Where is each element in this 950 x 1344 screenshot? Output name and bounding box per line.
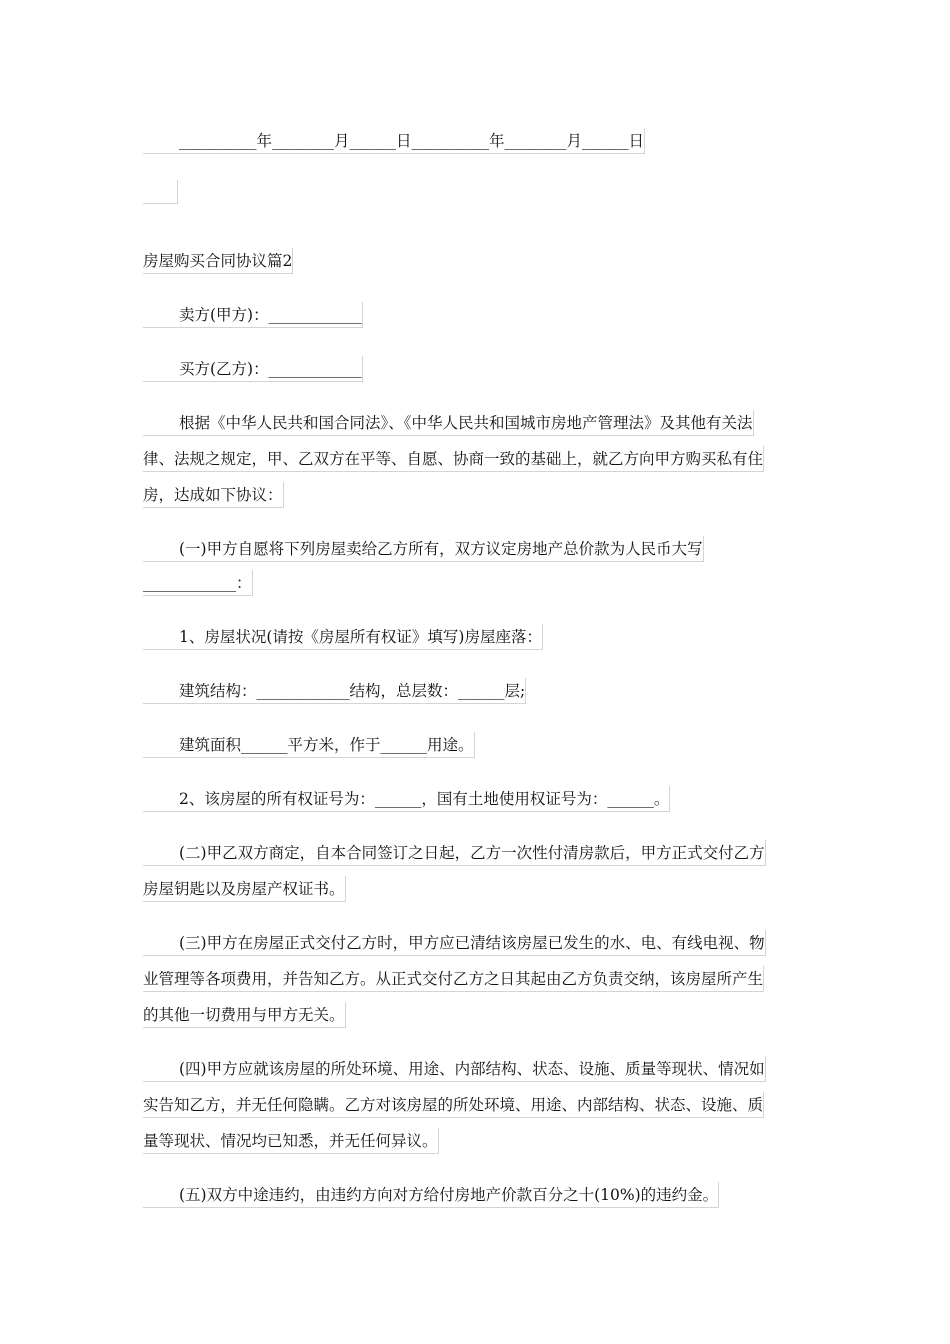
clause-2-line-1: (二)甲乙双方商定，自本合同签订之日起，乙方一次性付清房款后，甲方正式交付乙方	[143, 840, 766, 866]
preamble-line-1: 根据《中华人民共和国合同法》、《中华人民共和国城市房地产管理法》及其他有关法	[143, 410, 754, 436]
clause-4-line-2: 实告知乙方，并无任何隐瞒。乙方对该房屋的所处环境、用途、内部结构、状态、设施、质	[143, 1092, 764, 1118]
seller-line: 卖方(甲方)：____________	[143, 302, 363, 328]
clause-3-line-1: (三)甲方在房屋正式交付乙方时，甲方应已清结该房屋已发生的水、电、有线电视、物	[143, 930, 766, 956]
date-line: __________年________月______日__________年________月______日	[143, 128, 645, 154]
item-2: 2、该房屋的所有权证号为：______，国有土地使用权证号为：______。	[143, 786, 670, 812]
clause-4-line-1: (四)甲方应就该房屋的所处环境、用途、内部结构、状态、设施、质量等现状、情况如	[143, 1056, 766, 1082]
preamble-line-3: 房，达成如下协议：	[143, 482, 284, 508]
section-title: 房屋购买合同协议篇2	[143, 248, 293, 274]
clause-1-line-1: (一)甲方自愿将下列房屋卖给乙方所有，双方议定房地产总价款为人民币大写	[143, 536, 704, 562]
preamble-line-2: 律、法规之规定，甲、乙双方在平等、自愿、协商一致的基础上，就乙方向甲方购买私有住	[143, 446, 764, 472]
clause-1-line-2: ____________：	[143, 570, 253, 596]
area-line: 建筑面积______平方米，作于______用途。	[143, 732, 475, 758]
blank-cell	[143, 180, 178, 204]
clause-5: (五)双方中途违约，由违约方向对方给付房地产价款百分之十(10%)的违约金。	[143, 1182, 719, 1208]
buyer-line: 买方(乙方)：____________	[143, 356, 363, 382]
clause-3-line-2: 业管理等各项费用，并告知乙方。从正式交付乙方之日其起由乙方负责交纳，该房屋所产生	[143, 966, 764, 992]
clause-2-line-2: 房屋钥匙以及房屋产权证书。	[143, 876, 346, 902]
clause-4-line-3: 量等现状、情况均已知悉，并无任何异议。	[143, 1128, 439, 1154]
structure-line: 建筑结构：____________结构，总层数：______层;	[143, 678, 526, 704]
clause-3-line-3: 的其他一切费用与甲方无关。	[143, 1002, 346, 1028]
item-1: 1、房屋状况(请按《房屋所有权证》填写)房屋座落：	[143, 624, 543, 650]
